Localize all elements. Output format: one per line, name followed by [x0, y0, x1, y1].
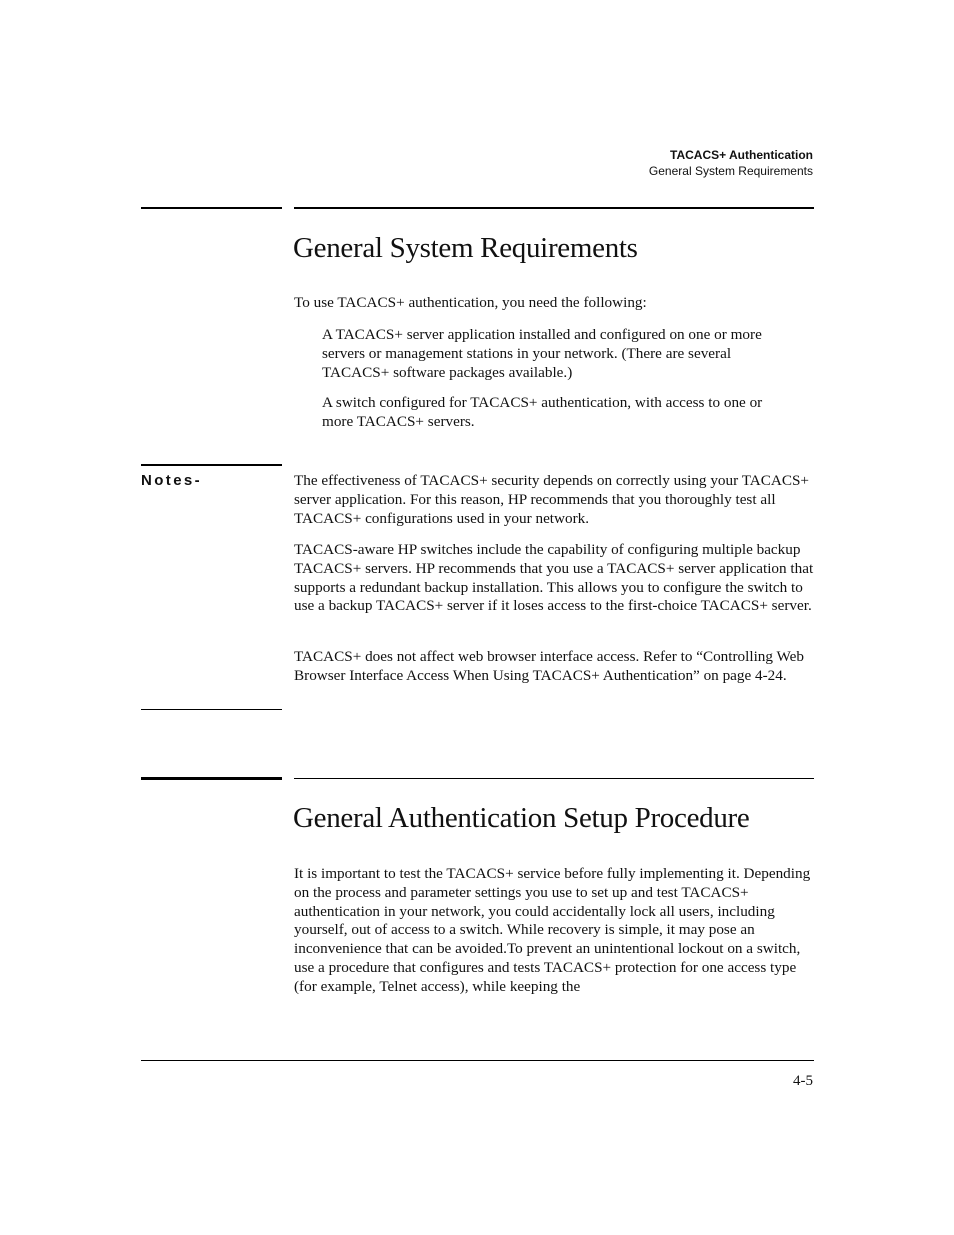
section2-heading: General Authentication Setup Procedure — [293, 802, 750, 834]
notes-paragraph: The effectiveness of TACACS+ security depends on correctly using your TACACS+ server application. For this reason, HP recommends that you thoroughly test all TACACS+ configurations used in your network. — [294, 472, 809, 527]
section1-left-rule — [141, 207, 282, 209]
section1-right-rule — [294, 207, 814, 209]
section2-left-rule — [141, 777, 282, 780]
notes-paragraph: TACACS+ does not affect web browser interface access. Refer to “Controlling Web Browser Interface Access When Using TACACS+ Authentication” on page 4-24. — [294, 648, 804, 684]
running-header — [649, 147, 813, 179]
notes-top-rule — [141, 464, 282, 466]
header-section-title: General System Requirements — [648, 164, 813, 178]
section2-right-rule — [294, 778, 814, 779]
requirement-item: A switch configured for TACACS+ authentication, with access to one or more TACACS+ servers. — [322, 394, 763, 430]
notes-paragraph: TACACS-aware HP switches include the capability of configuring multiple backup TACACS+ servers. HP recommends that you use a TACACS+ server application that supports a redundant backup installation. This allows you to configure the switch to use a backup TACACS+ server if it loses access to the first-choice TACACS+ server. — [294, 541, 814, 615]
section2-body: It is important to test the TACACS+ service before fully implementing it. Depending on the process and parameter settings you use to set up and test TACACS+ authentication in your network, you could accidentally lock all users, including yourself, out of access to a switch. While recovery is simple, it may pose an inconvenience that can be avoided.To prevent an unintentional lockout on a switch, use a procedure that configures and tests TACACS+ protection for one access type (for example, Telnet access), while keeping the — [294, 865, 811, 995]
section1-intro: To use TACACS+ authentication, you need the following: — [294, 294, 647, 311]
notes-label: Notes- — [141, 472, 203, 489]
section1-heading: General System Requirements — [293, 232, 638, 264]
header-chapter-title: TACACS+ Authentication — [670, 148, 813, 162]
requirement-item: A TACACS+ server application installed and configured on one or more servers or management stations in your network. (There are several TACACS+ software packages available.) — [322, 326, 762, 381]
footer-rule — [141, 1060, 814, 1061]
page-number: 4-5 — [793, 1073, 813, 1089]
notes-bottom-rule — [141, 709, 282, 710]
